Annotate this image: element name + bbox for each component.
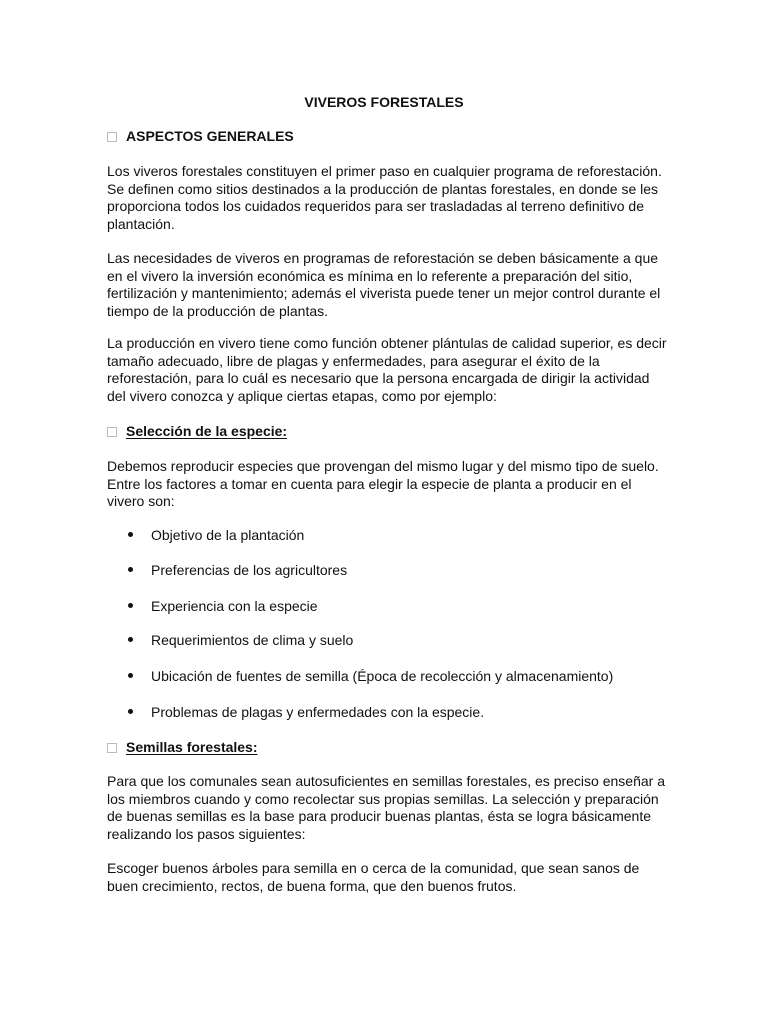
section-heading-label: Semillas forestales: — [126, 739, 258, 755]
section-heading-aspectos-generales — [107, 127, 294, 145]
paragraph: Las necesidades de viveros en programas de reforestación se deben básicamente a que en el vivero la inversión económica es mínima en lo referente a preparación del sitio, fertilización y mantenimiento; además el viverista puede tener un mejor control durante el tiempo de la producción de plantas. — [107, 250, 661, 319]
list-item-text: Objetivo de la plantación — [151, 527, 305, 543]
bullet-dot-icon — [128, 567, 133, 572]
bullet-box-icon — [107, 743, 117, 753]
bullet-box-icon — [107, 132, 117, 142]
list-item — [128, 631, 353, 649]
paragraph: Debemos reproducir especies que provengan del mismo lugar y del mismo tipo de suelo. Entre los factores a tomar en cuenta para elegir la especie de planta a producir en el vivero son: — [107, 458, 659, 510]
section-heading-label: Selección de la especie: — [126, 423, 288, 439]
bullet-dot-icon — [128, 637, 133, 642]
list-item — [128, 703, 484, 721]
bullet-dot-icon — [128, 709, 133, 714]
bullet-box-icon — [107, 427, 117, 437]
list-item — [128, 597, 318, 615]
document-title: VIVEROS FORESTALES — [304, 94, 464, 110]
section-heading-seleccion-especie — [107, 422, 287, 440]
list-item-text: Preferencias de los agricultores — [151, 562, 348, 578]
section-heading-semillas-forestales — [107, 738, 258, 756]
list-item-text: Experiencia con la especie — [151, 598, 318, 614]
bullet-dot-icon — [128, 673, 133, 678]
paragraph: La producción en vivero tiene como función obtener plántulas de calidad superior, es decir tamaño adecuado, libre de plagas y enfermedades, para asegurar el éxito de la reforestación, para lo cuál es necesario que la persona encargada de dirigir la actividad del vivero conozca y aplique ciertas etapas, como por ejemplo: — [107, 335, 667, 404]
bullet-dot-icon — [128, 532, 133, 537]
section-heading-label: ASPECTOS GENERALES — [126, 128, 294, 144]
list-item-text: Ubicación de fuentes de semilla (Época de recolección y almacenamiento) — [151, 668, 614, 684]
paragraph: Escoger buenos árboles para semilla en o cerca de la comunidad, que sean sanos de buen crecimiento, rectos, de buena forma, que den buenos frutos. — [107, 860, 640, 894]
list-item-text: Requerimientos de clima y suelo — [151, 632, 354, 648]
list-item — [128, 526, 304, 544]
bullet-dot-icon — [128, 603, 133, 608]
list-item — [128, 667, 613, 685]
paragraph: Los viveros forestales constituyen el primer paso en cualquier programa de reforestación. Se definen como sitios destinados a la producción de plantas forestales, en donde se les proporciona todos los cuidados requeridos para ser trasladadas al terreno definitivo de plantación. — [107, 163, 662, 232]
list-item-text: Problemas de plagas y enfermedades con la especie. — [151, 704, 485, 720]
paragraph: Para que los comunales sean autosuficientes en semillas forestales, es preciso enseñar a los miembros cuando y como recolectar sus propias semillas. La selección y preparación de buenas semillas es la base para producir buenas plantas, ésta se logra básicamente realizando los pasos siguientes: — [107, 773, 665, 842]
list-item — [128, 561, 347, 579]
